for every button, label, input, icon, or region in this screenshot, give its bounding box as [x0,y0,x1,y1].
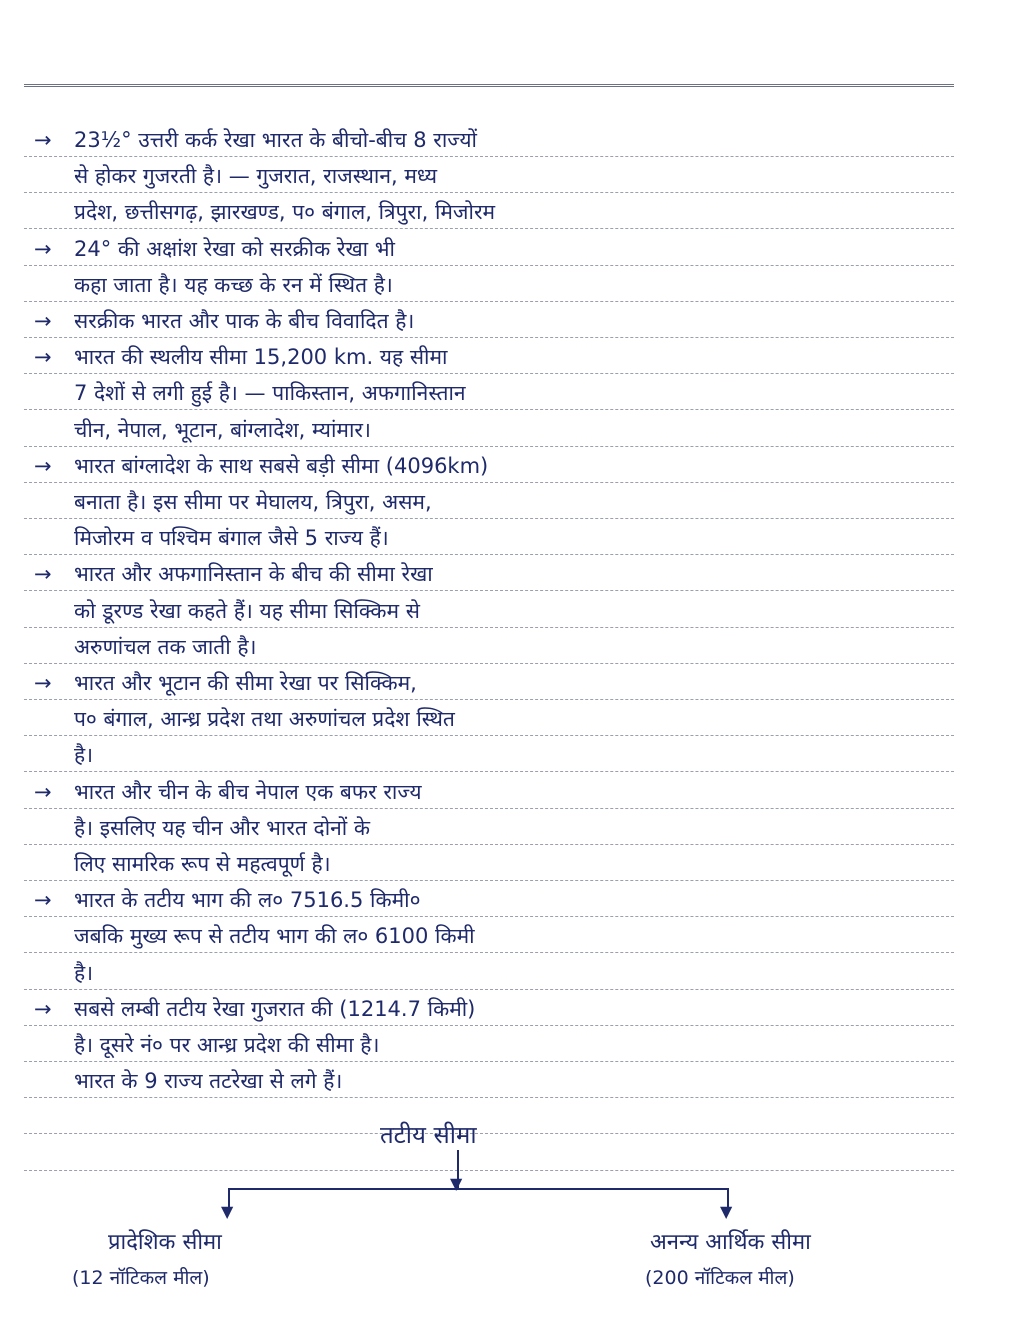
note-line [34,237,964,262]
note-line [34,562,964,587]
note-line-text: को डूरण्ड रेखा कहते हैं। यह सीमा सिक्किम से [74,599,420,623]
note-line-text: भारत और चीन के बीच नेपाल एक बफर राज्य [74,780,422,804]
ruled-line [24,916,954,917]
ruled-line [24,1170,954,1171]
note-line-text: प्रदेश, छत्तीसगढ़, झारखण्ड, प० बंगाल, त्रिपुरा, मिजोरम [74,200,496,224]
left-branch-sub: (12 नॉटिकल मील) [72,1267,210,1289]
bullet-arrow-icon: → [34,237,52,261]
note-line [34,200,964,225]
bullet-arrow-icon: → [34,997,52,1021]
note-line-text: भारत की स्थलीय सीमा 15,200 km. यह सीमा [74,345,448,369]
bullet-arrow-icon: → [34,309,52,333]
note-line [34,1033,964,1058]
bullet-arrow-icon: → [34,345,52,369]
ruled-line [24,808,954,809]
diagram-title: तटीय सीमा [380,1121,477,1149]
ruled-line [24,699,954,700]
note-line [34,635,964,660]
note-line-text: है। [74,743,94,767]
note-line-text: भारत और अफगानिस्तान के बीच की सीमा रेखा [74,562,433,586]
ruled-line [24,265,954,266]
ruled-line [24,663,954,664]
note-line [34,599,964,624]
ruled-line [24,373,954,374]
note-line [34,345,964,370]
note-line-text: सरक्रीक भारत और पाक के बीच विवादित है। [74,309,415,333]
note-line-text: लिए सामरिक रूप से महत्वपूर्ण है। [74,852,331,876]
ruled-line [24,1097,954,1098]
note-line [34,743,964,768]
note-line [34,671,964,696]
note-line [34,273,964,298]
arrow-down-icon: ▼ [450,1174,463,1193]
note-line-text: 23½° उत्तरी कर्क रेखा भारत के बीचो-बीच 8 राज्यों [74,128,477,152]
note-line-text: भारत बांग्लादेश के साथ सबसे बड़ी सीमा (4096km) [74,454,489,478]
left-branch-label: प्रादेशिक सीमा [108,1230,222,1255]
note-line [34,961,964,986]
note-line-text: सबसे लम्बी तटीय रेखा गुजरात की (1214.7 किमी) [74,997,476,1021]
note-line [34,924,964,949]
ruled-line [24,952,954,953]
note-line-text: है। इसलिए यह चीन और भारत दोनों के [74,816,371,840]
note-line-text: भारत के तटीय भाग की ल० 7516.5 किमी० [74,888,421,912]
note-line-text: मिजोरम व पश्चिम बंगाल जैसे 5 राज्य हैं। [74,526,389,550]
ruled-line [24,482,954,483]
ruled-line [24,844,954,845]
note-line-text: भारत और भूटान की सीमा रेखा पर सिक्किम, [74,671,417,695]
bullet-arrow-icon: → [34,888,52,912]
ruled-line [24,409,954,410]
ruled-line [24,554,954,555]
ruled-line [24,1061,954,1062]
note-line [34,997,964,1022]
right-branch-sub: (200 नॉटिकल मील) [645,1267,795,1289]
top-double-rule [24,84,954,87]
bullet-arrow-icon: → [34,780,52,804]
note-line [34,526,964,551]
note-line-text: 7 देशों से लगी हुई है। — पाकिस्तान, अफगानिस्तान [74,381,466,405]
note-line [34,164,964,189]
ruled-line [24,301,954,302]
diagram-branch [228,1188,728,1190]
ruled-line [24,228,954,229]
note-line-text: जबकि मुख्य रूप से तटीय भाग की ल० 6100 किमी [74,924,475,948]
ruled-line [24,771,954,772]
note-line [34,309,964,334]
note-line [34,454,964,479]
note-line-text: 24° की अक्षांश रेखा को सरक्रीक रेखा भी [74,237,395,261]
bullet-arrow-icon: → [34,454,52,478]
arrow-down-icon: ▼ [720,1202,733,1221]
note-line-text: अरुणांचल तक जाती है। [74,635,257,659]
right-branch-label: अनन्य आर्थिक सीमा [650,1230,811,1255]
note-line-text: से होकर गुजरती है। — गुजरात, राजस्थान, मध्य [74,164,438,188]
note-line-text: बनाता है। इस सीमा पर मेघालय, त्रिपुरा, असम, [74,490,432,514]
ruled-line [24,446,954,447]
note-line [34,418,964,443]
arrow-down-icon: ▼ [221,1202,234,1221]
ruled-line [24,518,954,519]
note-line [34,128,964,153]
note-line-text: प० बंगाल, आन्ध्र प्रदेश तथा अरुणांचल प्रदेश स्थित [74,707,455,731]
note-line-text: भारत के 9 राज्य तटरेखा से लगे हैं। [74,1069,343,1093]
ruled-line [24,337,954,338]
note-line-text: है। दूसरे नं० पर आन्ध्र प्रदेश की सीमा है। [74,1033,380,1057]
note-line [34,1069,964,1094]
note-line [34,381,964,406]
note-line [34,888,964,913]
ruled-line [24,880,954,881]
note-line-text: चीन, नेपाल, भूटान, बांग्लादेश, म्यांमार। [74,418,371,442]
bullet-arrow-icon: → [34,562,52,586]
ruled-line [24,156,954,157]
note-line-text: है। [74,961,94,985]
ruled-line [24,1133,954,1134]
note-line [34,490,964,515]
note-line [34,707,964,732]
note-line [34,816,964,841]
note-line [34,780,964,805]
ruled-line [24,735,954,736]
ruled-line [24,590,954,591]
bullet-arrow-icon: → [34,671,52,695]
ruled-line [24,1025,954,1026]
ruled-line [24,989,954,990]
bullet-arrow-icon: → [34,128,52,152]
ruled-line [24,627,954,628]
note-line-text: कहा जाता है। यह कच्छ के रन में स्थित है। [74,273,393,297]
note-line [34,852,964,877]
ruled-line [24,192,954,193]
